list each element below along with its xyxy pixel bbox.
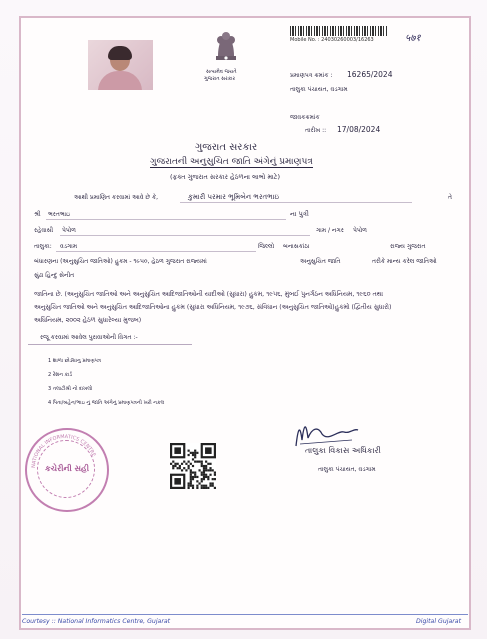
date-value: 17/08/2024 — [337, 125, 381, 134]
govt-title: ગુજરાત સરકાર — [195, 142, 258, 153]
certify-prefix: આથી પ્રમાણિત કરવામાં આવે છે કે, — [74, 194, 159, 201]
caste-value: અનુસુચિત જાતિ — [300, 258, 341, 265]
resident-field-line — [60, 225, 310, 236]
proof-item-1: 1 શાળા છોડ્યાનુ પ્રમાણપત્ર — [48, 358, 101, 364]
ashoka-emblem-icon — [208, 26, 244, 68]
relation-value: ના પુત્રી — [290, 210, 309, 218]
emblem-caption-1: સત્યમેવ જયતે — [206, 69, 237, 75]
district-label: જિલ્લો — [258, 243, 275, 250]
resident-label: રહેવાસી — [34, 227, 54, 234]
para-line-1: જાતિના છે. (અનુસુચિત જાતિઓ અને અનુસુચિત આદિજાતિઓની યાદીઓ (સુધારા) હુકમ, ૧૯૫૬, મુંબઈ પુનર્ગઠન અધિનિયમ, ૧૯૬૦ તથા — [34, 291, 384, 298]
para-line-3: અધિનિયમ, ૨૦૦૨ હેઠળ સુધારેલ્યા મુજબ) — [34, 317, 142, 324]
certificate-subtitle: (ફક્ત ગુજરાત સરકાર હેઠળના લાભો માટે) — [170, 173, 280, 181]
proof-item-2: 2 રેશન કાર્ડ — [48, 372, 73, 378]
proofs-heading: રજૂ કરવામાં આવેલ પુરાવાઓની વિગત :- — [40, 334, 138, 341]
barcode — [290, 26, 388, 36]
proof-item-3: 3 તલાટીશ્રી નો દાખલો — [48, 386, 93, 392]
proof-item-4: 4 પિતા/બહેન/ભાઇ નું જાતિ અંગેનું પ્રમાણપત્રની ખરી નકલ — [48, 400, 165, 406]
footer-digital-gujarat: Digital Gujarat — [416, 618, 462, 625]
name-value: કુમારી પરમાર ભૂમિબેન ભરતભાઇ — [188, 193, 279, 201]
state-value: રાજ્ય ગુજરાત — [390, 243, 426, 250]
district-value: બનાસકાંઠા — [283, 243, 310, 250]
outward-label: જાવકક્રમાંક — [290, 114, 320, 121]
village-label: ગામ / નગર — [316, 227, 344, 234]
father-value: ભરતભાઇ — [48, 211, 71, 218]
para-line-2: અનુસુચિત જાતિઓ અને અનુસુચિત આદિજાતિઓના હુકમ (સુધારા અધિનિયમ, ૧૯૭૬, સંવિધાન (અનુસુચિત જાતિઓ)હુકમો (દ્વિતીય સુધારો) — [34, 304, 392, 311]
stamp-ring-text: NATIONAL INFORMATICS CENTRE — [30, 433, 97, 469]
taluka-field-line — [56, 241, 256, 252]
signatory-office: તાલુકા પંચાયત, વડગામ — [318, 466, 376, 473]
qr-code-icon — [170, 443, 216, 489]
emblem-caption-2: ગુજરાત સરકાર — [204, 76, 236, 82]
subcaste-value: સુંઢા હિન્દુ સેનીત — [34, 272, 75, 279]
barcode-text: Mobile No. : 24030260003/16263 — [290, 37, 374, 43]
certificate-title: ગુજરાતની અનુસુચિત જાતિ અંગેનું પ્રમાણપત્ર — [150, 157, 313, 167]
stamp-text: કચેરીની સહી — [45, 464, 89, 473]
order-suffix: તરીકે માન્ય કરેલ જાતિઓ — [372, 258, 437, 265]
father-field-line — [46, 209, 286, 220]
proofs-divider — [28, 344, 192, 345]
office-top: તાલુકા પંચાયત, વડગામ — [290, 86, 348, 93]
father-prefix: શ્રી — [34, 211, 41, 218]
applicant-photo — [88, 40, 153, 90]
certify-suffix: તે — [448, 194, 452, 201]
footer-courtesy: Courtesy :: National Informatics Centre, Gujarat — [22, 618, 171, 625]
handwritten-serial: ५७१ — [405, 33, 421, 44]
cert-no-label: પ્રમાણપત્ર ક્રમાંક : — [290, 72, 333, 79]
taluka-label: તાલુકા: — [34, 243, 52, 250]
village-value: પેપોળ — [353, 227, 367, 234]
date-label: તારીખ :: — [305, 127, 327, 134]
order-text: બંધારણના (અનુસુચિત જાતિઓ) હુકમ - ૧૯૫૦, હેઠળ ગુજરાત રાજ્યમાં — [34, 258, 207, 265]
signatory-designation: તાલુકા વિકાસ અધિકારી — [305, 446, 381, 455]
office-stamp — [25, 428, 109, 512]
cert-no-value: 16265/2024 — [347, 70, 393, 79]
resident-value: પેપોળ — [62, 227, 76, 234]
footer-divider — [22, 614, 468, 615]
taluka-value: વડગામ — [60, 243, 78, 250]
